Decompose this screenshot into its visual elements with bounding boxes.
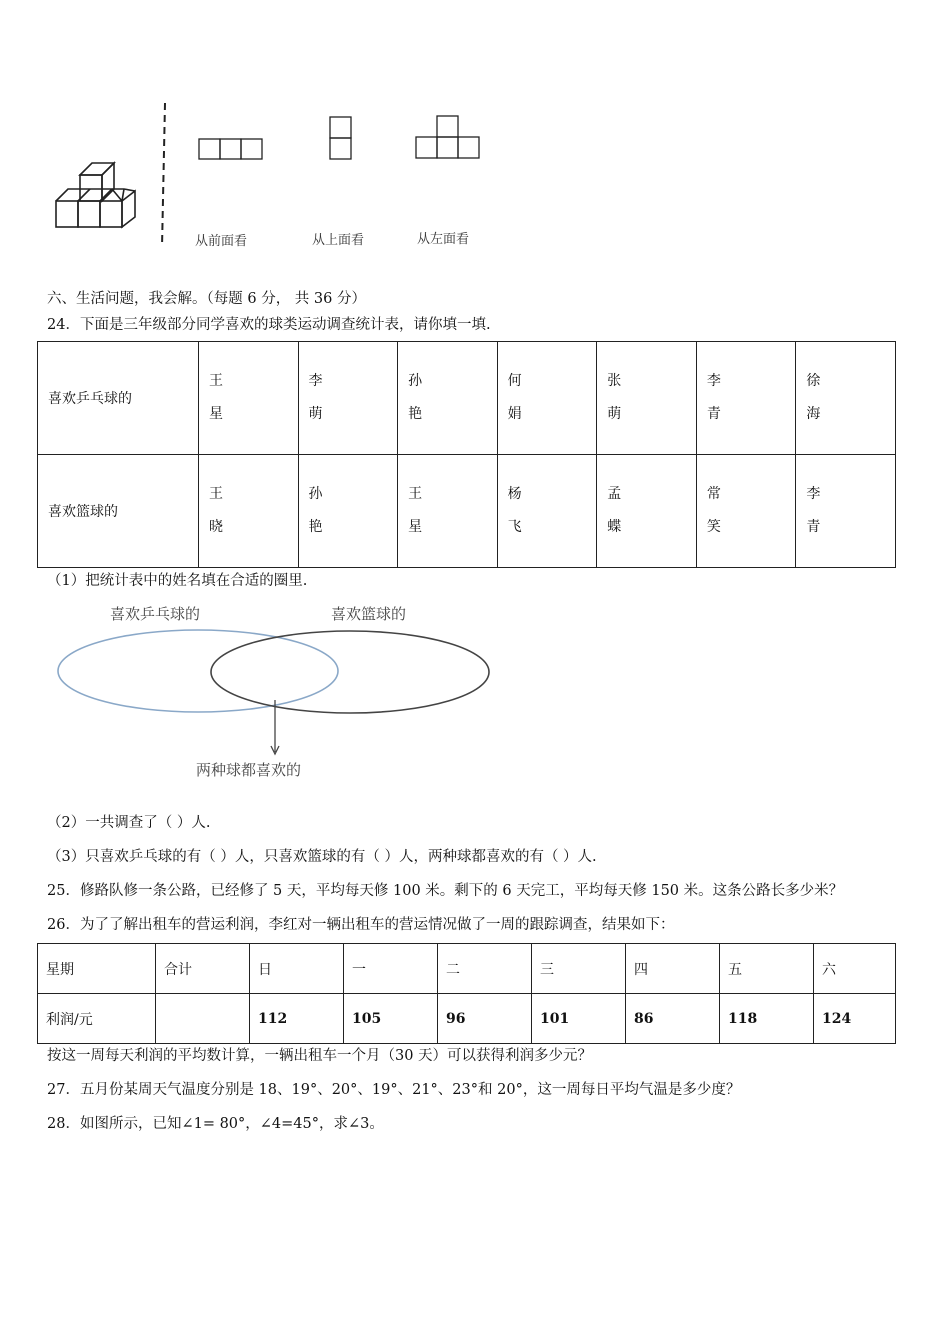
row-label: 喜欢乒乓球的 <box>38 342 199 455</box>
table-row <box>38 994 896 1044</box>
cube-stack <box>56 163 135 227</box>
q27-text: 27．五月份某周天气温度分别是 18、19°、20°、19°、21°、23°和 20°，这一周每日平均气温是多少度？ <box>47 1082 741 1098</box>
row-label: 喜欢篮球的 <box>38 455 199 568</box>
name-cell: 王 晓 <box>198 455 298 568</box>
name-cell: 李 青 <box>796 455 896 568</box>
name-cell: 孙 艳 <box>398 342 498 455</box>
name-cell: 徐 海 <box>796 342 896 455</box>
venn-right-ellipse <box>211 631 489 713</box>
table-row <box>38 944 896 994</box>
q24-text: 24．下面是三年级部分同学喜欢的球类运动调查统计表，请你填一填. <box>47 317 491 333</box>
value-cell: 124 <box>814 994 896 1044</box>
q26-text: 26．为了了解出租车的营运利润，李红对一辆出租车的营运情况做了一周的跟踪调查，结果如下： <box>47 917 675 933</box>
name-cell: 何 娟 <box>497 342 597 455</box>
venn-both-label: 两种球都喜欢的 <box>196 761 302 779</box>
value-cell: 96 <box>438 994 532 1044</box>
venn-left-ellipse <box>58 630 338 712</box>
name-cell: 张 萌 <box>597 342 697 455</box>
dashed-divider <box>162 103 165 247</box>
name-cell: 杨 飞 <box>497 455 597 568</box>
left-view-drawing <box>416 116 479 158</box>
top-view-label: 从上面看 <box>312 233 365 248</box>
name-cell: 王 星 <box>198 342 298 455</box>
header-cell: 星期 <box>38 944 156 994</box>
value-cell: 86 <box>626 994 720 1044</box>
header-cell: 合计 <box>156 944 250 994</box>
value-cell: 105 <box>344 994 438 1044</box>
total-cell <box>156 994 250 1044</box>
venn-right-label: 喜欢篮球的 <box>331 605 407 623</box>
name-cell: 常 笑 <box>696 455 796 568</box>
q24-sub2: （2）一共调查了（ ）人. <box>47 815 211 831</box>
header-cell: 一 <box>344 944 438 994</box>
ball-survey-table <box>37 341 896 568</box>
section6-heading: 六、生活问题，我会解。（每题 6 分， 共 36 分） <box>47 291 366 307</box>
venn-left-label: 喜欢乒乓球的 <box>110 605 201 623</box>
header-cell: 日 <box>250 944 344 994</box>
front-view-label: 从前面看 <box>195 234 248 249</box>
q24-sub3: （3）只喜欢乒乓球的有（ ）人，只喜欢篮球的有（ ）人，两种球都喜欢的有（ ）人. <box>47 849 597 865</box>
row-label: 利润/元 <box>38 994 156 1044</box>
front-view-drawing <box>199 139 262 159</box>
q25-text: 25．修路队修一条公路，已经修了 5 天，平均每天修 100 米。剩下的 6 天完工，平均每天修 150 米。这条公路长多少米？ <box>47 883 844 899</box>
value-cell: 118 <box>720 994 814 1044</box>
header-cell: 六 <box>814 944 896 994</box>
q28-text: 28．如图所示，已知∠1= 80°，∠4=45°，求∠3。 <box>47 1116 384 1132</box>
header-cell: 三 <box>532 944 626 994</box>
taxi-profit-table <box>37 943 896 1044</box>
name-cell: 孙 艳 <box>298 455 398 568</box>
top-view-drawing <box>330 117 351 159</box>
name-cell: 李 青 <box>696 342 796 455</box>
name-cell: 李 萌 <box>298 342 398 455</box>
table-row <box>38 455 896 568</box>
venn-diagram <box>55 625 500 760</box>
value-cell: 112 <box>250 994 344 1044</box>
table-row <box>38 342 896 455</box>
header-cell: 四 <box>626 944 720 994</box>
name-cell: 王 星 <box>398 455 498 568</box>
header-cell: 二 <box>438 944 532 994</box>
value-cell: 101 <box>532 994 626 1044</box>
header-cell: 五 <box>720 944 814 994</box>
left-view-label: 从左面看 <box>417 232 470 247</box>
q24-sub1: （1）把统计表中的姓名填在合适的圈里. <box>47 573 308 589</box>
q26-followup: 按这一周每天利润的平均数计算，一辆出租车一个月（30 天）可以获得利润多少元？ <box>47 1048 593 1064</box>
name-cell: 孟 蝶 <box>597 455 697 568</box>
